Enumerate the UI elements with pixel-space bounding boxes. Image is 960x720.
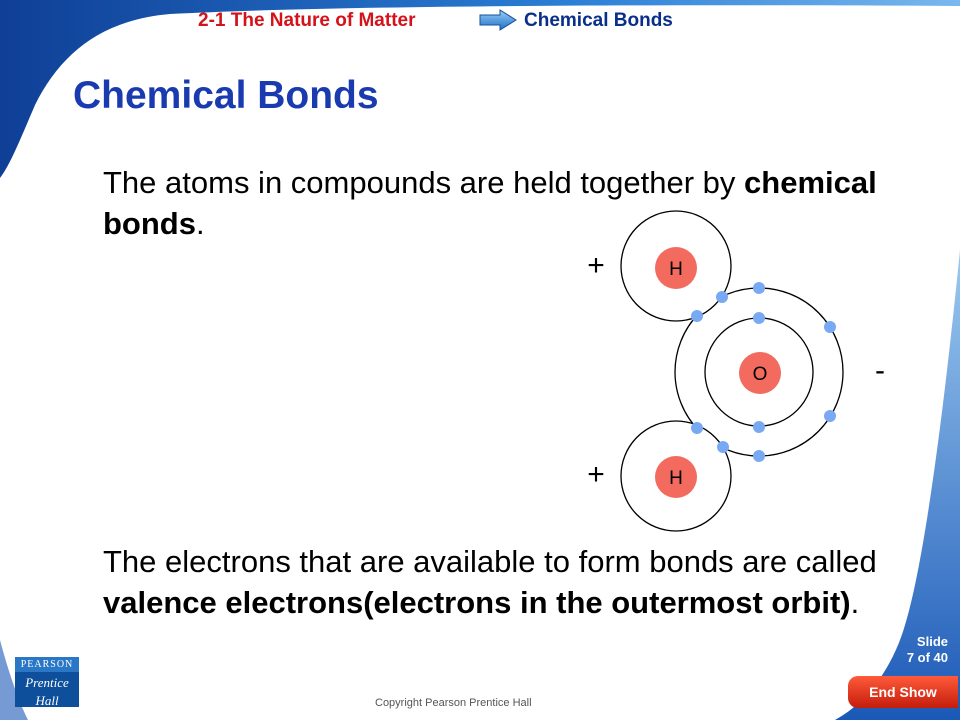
end-show-button[interactable]: End Show: [848, 676, 958, 708]
pearson-logo: [15, 657, 79, 707]
electron: [716, 291, 728, 303]
paragraph-valence-text: The electrons that are available to form bonds are called: [103, 544, 877, 579]
electron: [753, 421, 765, 433]
logo-pearson-text: PEARSON: [15, 657, 79, 672]
electron: [691, 310, 703, 322]
slide-number: [868, 634, 948, 666]
paragraph-valence-term: valence electrons(electrons in the outermost orbit): [103, 585, 851, 620]
paragraph-bonds-text: The atoms in compounds are held together by: [103, 165, 745, 200]
logo-hall-text: Hall: [35, 693, 59, 708]
slide-title: Chemical Bonds: [73, 74, 379, 117]
logo-prentice-text: Prentice: [25, 675, 69, 690]
electron: [717, 441, 729, 453]
topic-title: Chemical Bonds: [524, 10, 673, 31]
slide-count: 7 of 40: [906, 650, 948, 665]
electron: [753, 450, 765, 462]
copyright-notice: Copyright Pearson Prentice Hall: [375, 697, 532, 709]
electron: [824, 410, 836, 422]
paragraph-valence: [103, 541, 938, 623]
electron: [753, 312, 765, 324]
paragraph-valence-end: .: [850, 585, 860, 620]
hydrogen-top-label: H: [669, 259, 683, 280]
electron: [824, 321, 836, 333]
positive-charge-bottom: +: [587, 458, 605, 491]
positive-charge-top: +: [587, 249, 605, 282]
hydrogen-bottom-label: H: [669, 468, 683, 489]
oxygen-label: O: [752, 364, 768, 385]
section-title: 2-1 The Nature of Matter: [198, 10, 416, 31]
paragraph-bonds-term: chemical bonds: [103, 165, 877, 241]
electron: [691, 422, 703, 434]
negative-charge: -: [875, 354, 885, 387]
paragraph-bonds-end: .: [196, 206, 205, 241]
slide-label: Slide: [916, 634, 948, 649]
electron: [753, 282, 765, 294]
